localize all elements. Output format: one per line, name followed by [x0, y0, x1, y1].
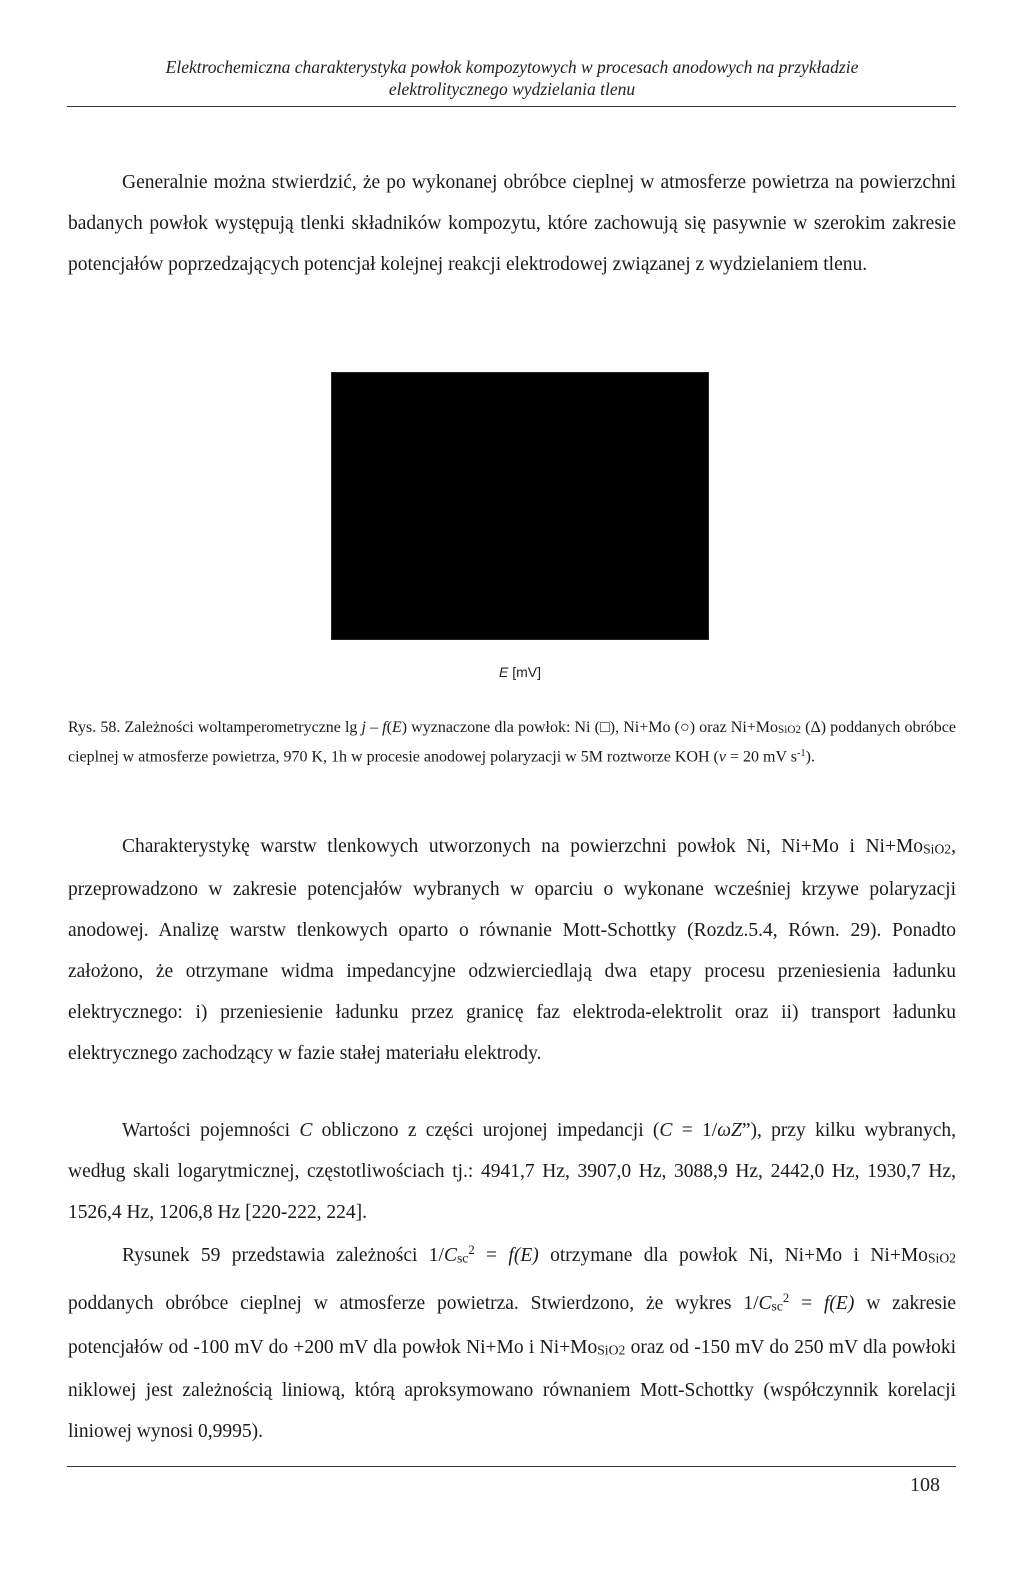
- paragraph-4-text: =: [474, 1244, 509, 1266]
- running-header-line2: elektrolitycznego wydzielania tlenu: [388, 79, 636, 99]
- caption-subscript: SiO2: [778, 724, 802, 737]
- symbol-f: f: [508, 1244, 514, 1266]
- paragraph-4-text: poddanych obróbce cieplnej w atmosferze powietrza. Stwierdzono, że wykres 1/: [68, 1293, 759, 1315]
- x-axis-symbol: E: [498, 664, 509, 680]
- symbol-E: (E): [513, 1244, 539, 1266]
- paragraph-3: [68, 1110, 956, 1233]
- paragraph-3-text: obliczono z części urojonej impedancji (: [312, 1120, 660, 1141]
- caption-text: ).: [805, 748, 815, 766]
- caption-paren-open: (: [386, 719, 392, 736]
- caption-j: j: [361, 719, 366, 736]
- caption-v: v: [718, 748, 726, 766]
- figure-58-x-axis-label: [460, 664, 580, 680]
- symbol-C: C: [443, 1244, 457, 1266]
- paragraph-4-subscript: SiO2: [927, 1250, 956, 1266]
- caption-E: E: [391, 719, 402, 736]
- paragraph-3-text: = 1/: [672, 1120, 718, 1141]
- subscript-sc: sc: [456, 1250, 469, 1266]
- caption-dash: –: [365, 719, 383, 736]
- symbol-omega-Z: ωZ: [717, 1120, 742, 1141]
- paragraph-3-text: ”), przy kilku wybranych, według skali logarytmicznej, częstotliwościach tj.: 4941,7 Hz, 3907,0 Hz, 3088,9 Hz, 2442,0 Hz, 1930,7 Hz, 1526,4 Hz, 1206,8 Hz [220-222, 224].: [68, 1120, 956, 1223]
- running-header: [0, 56, 1024, 100]
- paragraph-2-text: Charakterystykę warstw tlenkowych utworzonych na powierzchni powłok Ni, Ni+Mo i Ni+Mo: [122, 836, 924, 857]
- paragraph-2-text: , przeprowadzono w zakresie potencjałów wybranych w oparciu o wykonane wcześniej krzywe polaryzacji anodowej. Analizę warstw tlenkowych oparto o równanie Mott-Schottky (Rozdz.5.4, Równ. 29). Ponadto założono, że otrzymane widma impedancyjne odzwierciedlają dwa etapy procesu przeniesienia ładunku elektrycznego: i) przeniesienie ładunku przez granicę faz elektroda-elektrolit oraz ii) transport ładunku elektrycznego zachodzący w fazie stałej materiału elektrody.: [68, 836, 956, 1065]
- caption-text: wyznaczone dla powłok: Ni (□), Ni+Mo (○) oraz Ni+Mo: [407, 719, 779, 736]
- paragraph-3-text: Wartości pojemności: [122, 1120, 300, 1141]
- footer-divider: [67, 1466, 956, 1467]
- paragraph-4-text: oraz od -150 mV do 250 mV dla powłoki niklowej jest zależnością liniową, którą aproksymowano równaniem Mott-Schottky (współczynnik korelacji liniowej wynosi 0,9995).: [68, 1336, 956, 1443]
- caption-text: = 20 mV s: [725, 748, 797, 766]
- symbol-C: C: [758, 1293, 772, 1315]
- figure-58-baseline: [331, 639, 709, 640]
- paragraph-4: [68, 1230, 956, 1452]
- x-axis-unit: [mV]: [512, 664, 541, 680]
- caption-f: f: [382, 719, 387, 736]
- caption-text: (Δ) poddanych obróbce cieplnej w atmosferze powietrza, 970 K, 1h w procesie anodowej polaryzacji w 5M roztworze KOH (: [68, 719, 956, 766]
- figure-58-caption: [68, 716, 956, 769]
- figure-58-plot-area: [331, 372, 709, 640]
- paragraph-4-text: Rysunek 59 przedstawia zależności 1/: [122, 1244, 444, 1266]
- subscript-sc: sc: [771, 1298, 783, 1314]
- symbol-E: (E): [829, 1293, 855, 1315]
- paragraph-2-subscript: SiO2: [923, 841, 952, 857]
- paragraph-4-text: otrzymane dla powłok Ni, Ni+Mo i Ni+Mo: [538, 1244, 928, 1266]
- paragraph-4-text: w zakresie potencjałów od -100 mV do +200 mV dla powłok Ni+Mo i Ni+Mo: [68, 1293, 957, 1358]
- caption-text: Zależności woltamperometryczne lg: [120, 719, 358, 736]
- caption-label: Rys. 58.: [68, 719, 121, 736]
- header-divider: [67, 106, 956, 107]
- superscript-2: 2: [468, 1243, 475, 1257]
- caption-paren-close: ): [401, 719, 408, 736]
- page-number: 108: [910, 1474, 940, 1496]
- symbol-f: f: [824, 1293, 830, 1315]
- running-header-line1: Elektrochemiczna charakterystyka powłok kompozytowych w procesach anodowych na przykładzie: [165, 57, 859, 77]
- paragraph-2: [68, 826, 956, 1074]
- caption-superscript: -1: [796, 748, 806, 760]
- paragraph-1: Generalnie można stwierdzić, że po wykonanej obróbce cieplnej w atmosferze powietrza na powierzchni badanych powłok występują tlenki składników kompozytu, które zachowują się pasywnie w szerokim zakresie potencjałów poprzedzających potencjał kolejnej reakcji elektrodowej związanej z wydzielaniem tlenu.: [68, 172, 956, 275]
- symbol-C: C: [299, 1120, 313, 1141]
- symbol-C: C: [659, 1120, 673, 1141]
- paragraph-4-subscript: SiO2: [597, 1342, 626, 1358]
- superscript-2: 2: [782, 1291, 790, 1306]
- paragraph-4-text: =: [789, 1293, 824, 1315]
